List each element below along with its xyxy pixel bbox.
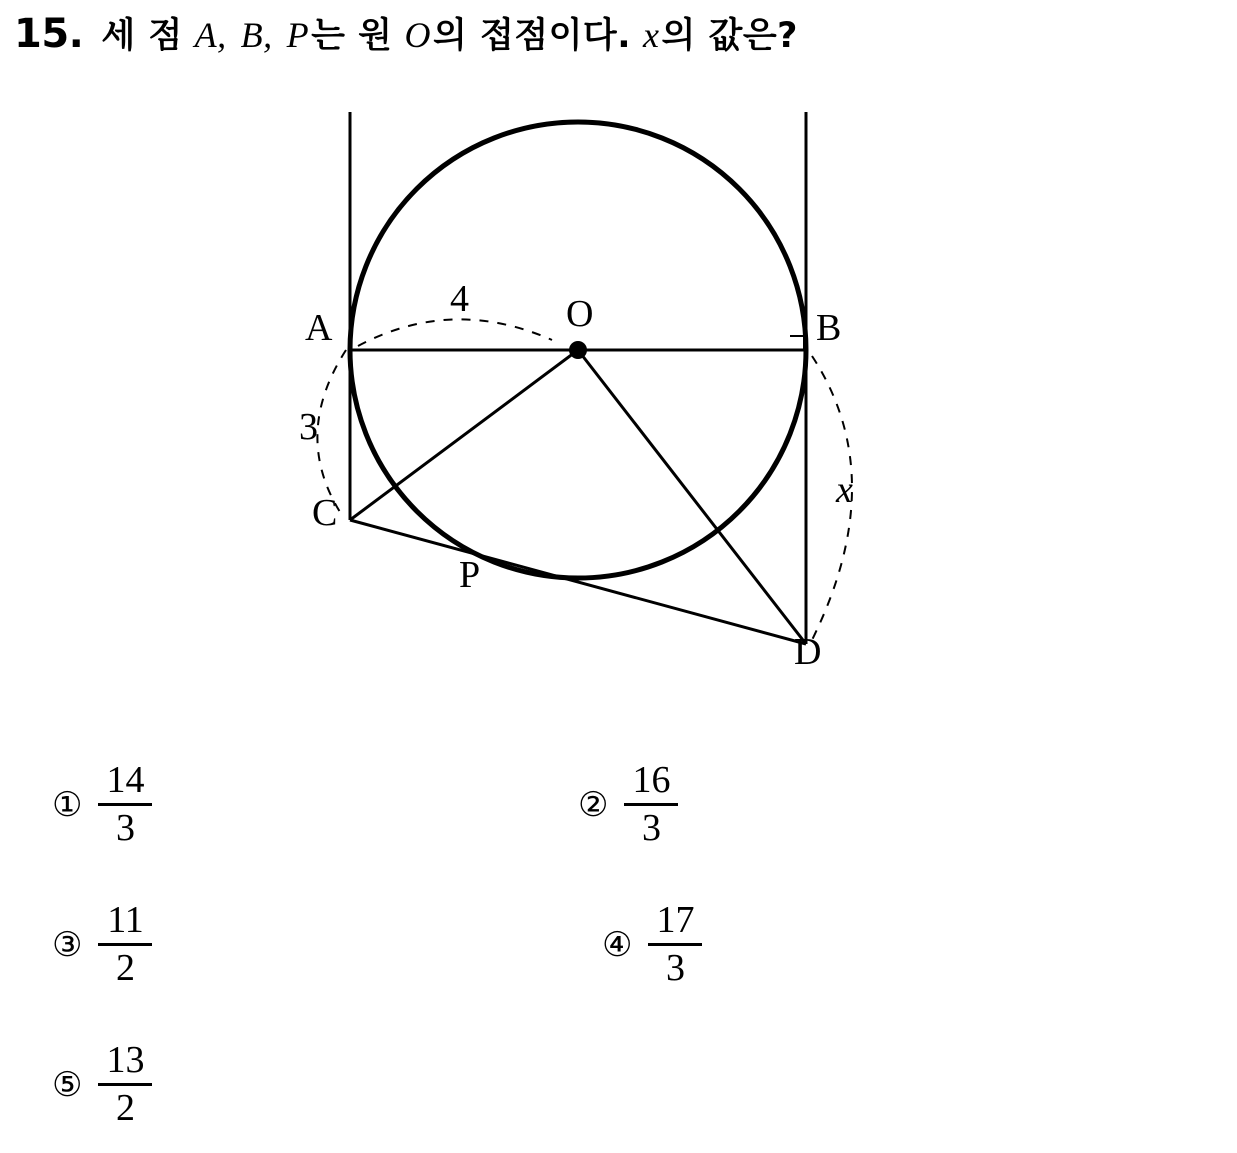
measure-arc-3 [317,350,346,512]
label-d: D [794,631,822,673]
choice-5-marker: ⑤ [52,1064,83,1105]
choice-1[interactable] [52,760,152,849]
point-label-p: P [286,15,310,55]
right-angle-mark-b [790,336,804,350]
segment-cd [350,520,806,644]
label-a: A [305,307,333,349]
question-text-part-3: 의 접점이다. [432,16,632,56]
question-text-part-2: 는 원 [311,16,393,56]
geometry-figure [0,88,1237,698]
choice-1-numerator: 14 [106,759,145,801]
choice-5-numerator: 13 [106,1039,145,1081]
choice-4-denominator: 3 [665,947,685,990]
choice-3-value [98,900,152,989]
circle-label-o: O [404,15,431,55]
choice-2-numerator: 16 [632,759,671,801]
label-c: C [312,492,338,534]
choice-2-denominator: 3 [641,807,661,850]
choice-3-denominator: 2 [115,947,135,990]
choice-4-marker: ④ [602,924,633,965]
choice-4-numerator: 17 [656,899,695,941]
question-number: 15. [14,11,84,57]
label-measure-4: 4 [450,278,469,320]
question-text [101,8,798,58]
choice-3[interactable] [52,900,152,989]
question-header [14,8,1214,72]
label-b: B [816,307,842,349]
label-measure-x: x [836,469,853,511]
point-label-a: A, [194,15,227,55]
variable-x: x [643,15,660,55]
choice-1-value [98,760,152,849]
choice-5-denominator: 2 [115,1087,135,1130]
measure-arc-4 [358,319,552,346]
point-label-b: B, [240,15,273,55]
choice-5-value [98,1040,152,1129]
answer-choices [0,730,1237,1150]
question-text-part-4: 의 값은? [661,16,798,56]
choice-2-value [624,760,678,849]
choice-1-denominator: 3 [115,807,135,850]
center-point-o [569,341,587,359]
question-text-part-1: 세 점 [101,16,183,56]
choice-4-value [648,900,702,989]
choice-4[interactable] [602,900,702,989]
label-p: P [459,554,481,596]
choice-3-marker: ③ [52,924,83,965]
choice-2[interactable] [578,760,678,849]
label-measure-3: 3 [299,406,318,448]
figure-svg [0,88,1237,698]
choice-1-marker: ① [52,784,83,825]
segment-oc [350,350,578,520]
label-o: O [566,293,594,335]
choice-5[interactable] [52,1040,152,1129]
choice-2-marker: ② [578,784,609,825]
choice-3-numerator: 11 [107,899,144,941]
segment-od [578,350,806,644]
